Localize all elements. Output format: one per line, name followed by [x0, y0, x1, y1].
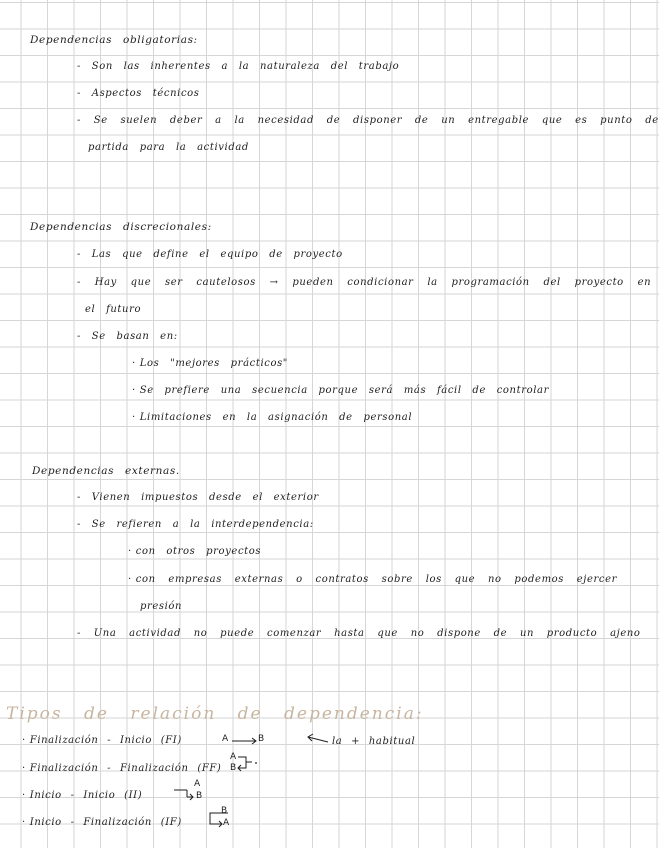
- tipos-row-ff: · Finalización - Finalización (FF): [22, 763, 222, 774]
- list-item: - Se refieren a la interdependencia:: [77, 519, 314, 530]
- tipos-row-fi: · Finalización - Inicio (FI): [22, 735, 182, 746]
- list-item: - Se basan en:: [77, 331, 178, 342]
- diagram-label-b: B: [258, 734, 265, 744]
- bracket-arrow-icon: [230, 752, 270, 776]
- bullet: ·: [128, 574, 132, 585]
- bullet: ·: [22, 790, 26, 801]
- diagram-ff: [230, 752, 270, 776]
- heading-discrecionales: Dependencias discrecionales:: [30, 221, 212, 233]
- heading-externas: Dependencias externas.: [32, 465, 180, 477]
- diagram-ii: [174, 779, 214, 803]
- list-item: - Las que define el equipo de proyecto: [77, 249, 343, 260]
- diagram-fi: [222, 733, 272, 749]
- arrow-right-icon: [222, 733, 272, 749]
- sub-list-item: · con empresas externas o contratos sobre los que no podemos ejercer: [128, 574, 617, 585]
- bullet: ·: [132, 385, 136, 396]
- list-item: - Hay que ser cautelosos → pueden condicionar la programación del proyecto en: [77, 277, 652, 288]
- sub-list-item: · Los "mejores prácticos": [132, 358, 288, 369]
- sub-list-item: · Se prefiere una secuencia porque será más fácil de controlar: [132, 385, 549, 396]
- bullet: ·: [22, 735, 26, 746]
- tipos-title: Tipos de relación de dependencia:: [6, 704, 424, 724]
- bullet: ·: [128, 546, 132, 557]
- diagram-label-b: B: [230, 763, 237, 773]
- list-item: - Aspectos técnicos: [77, 88, 200, 99]
- heading-obligatorias: Dependencias obligatorias:: [30, 34, 198, 46]
- bullet: ·: [132, 358, 136, 369]
- diagram-label-a: A: [230, 752, 237, 762]
- diagram-label-a: A: [222, 734, 229, 744]
- diagram-label-b: B: [196, 791, 203, 801]
- list-item: - Vienen impuestos desde el exterior: [77, 492, 319, 503]
- annotation-text: la + habitual: [332, 736, 416, 747]
- list-item: - Son las inherentes a la naturaleza del trabajo: [77, 61, 400, 72]
- bullet: ·: [132, 412, 136, 423]
- list-item: - Una actividad no puede comenzar hasta que no dispone de un producto ajeno: [77, 628, 641, 639]
- sub-list-item: · con otros proyectos: [128, 546, 262, 557]
- list-item: - Se suelen deber a la necesidad de disponer de un entregable que es punto de: [77, 115, 659, 126]
- list-item: el futuro: [85, 304, 142, 315]
- tipos-row-ii: · Inicio - Inicio (II): [22, 790, 143, 801]
- list-item: partida para la actividad: [88, 142, 249, 153]
- sub-list-item-continuation: presión: [140, 601, 183, 612]
- diagram-label-a: A: [223, 818, 230, 828]
- bullet: ·: [22, 817, 26, 828]
- diagram-if: [206, 806, 246, 830]
- tipos-row-if: · Inicio - Finalización (IF): [22, 817, 182, 828]
- bullet: ·: [22, 763, 26, 774]
- diagram-label-b: B: [221, 806, 228, 816]
- sub-list-item: · Limitaciones en la asignación de personal: [132, 412, 413, 423]
- diagram-label-a: A: [194, 779, 201, 789]
